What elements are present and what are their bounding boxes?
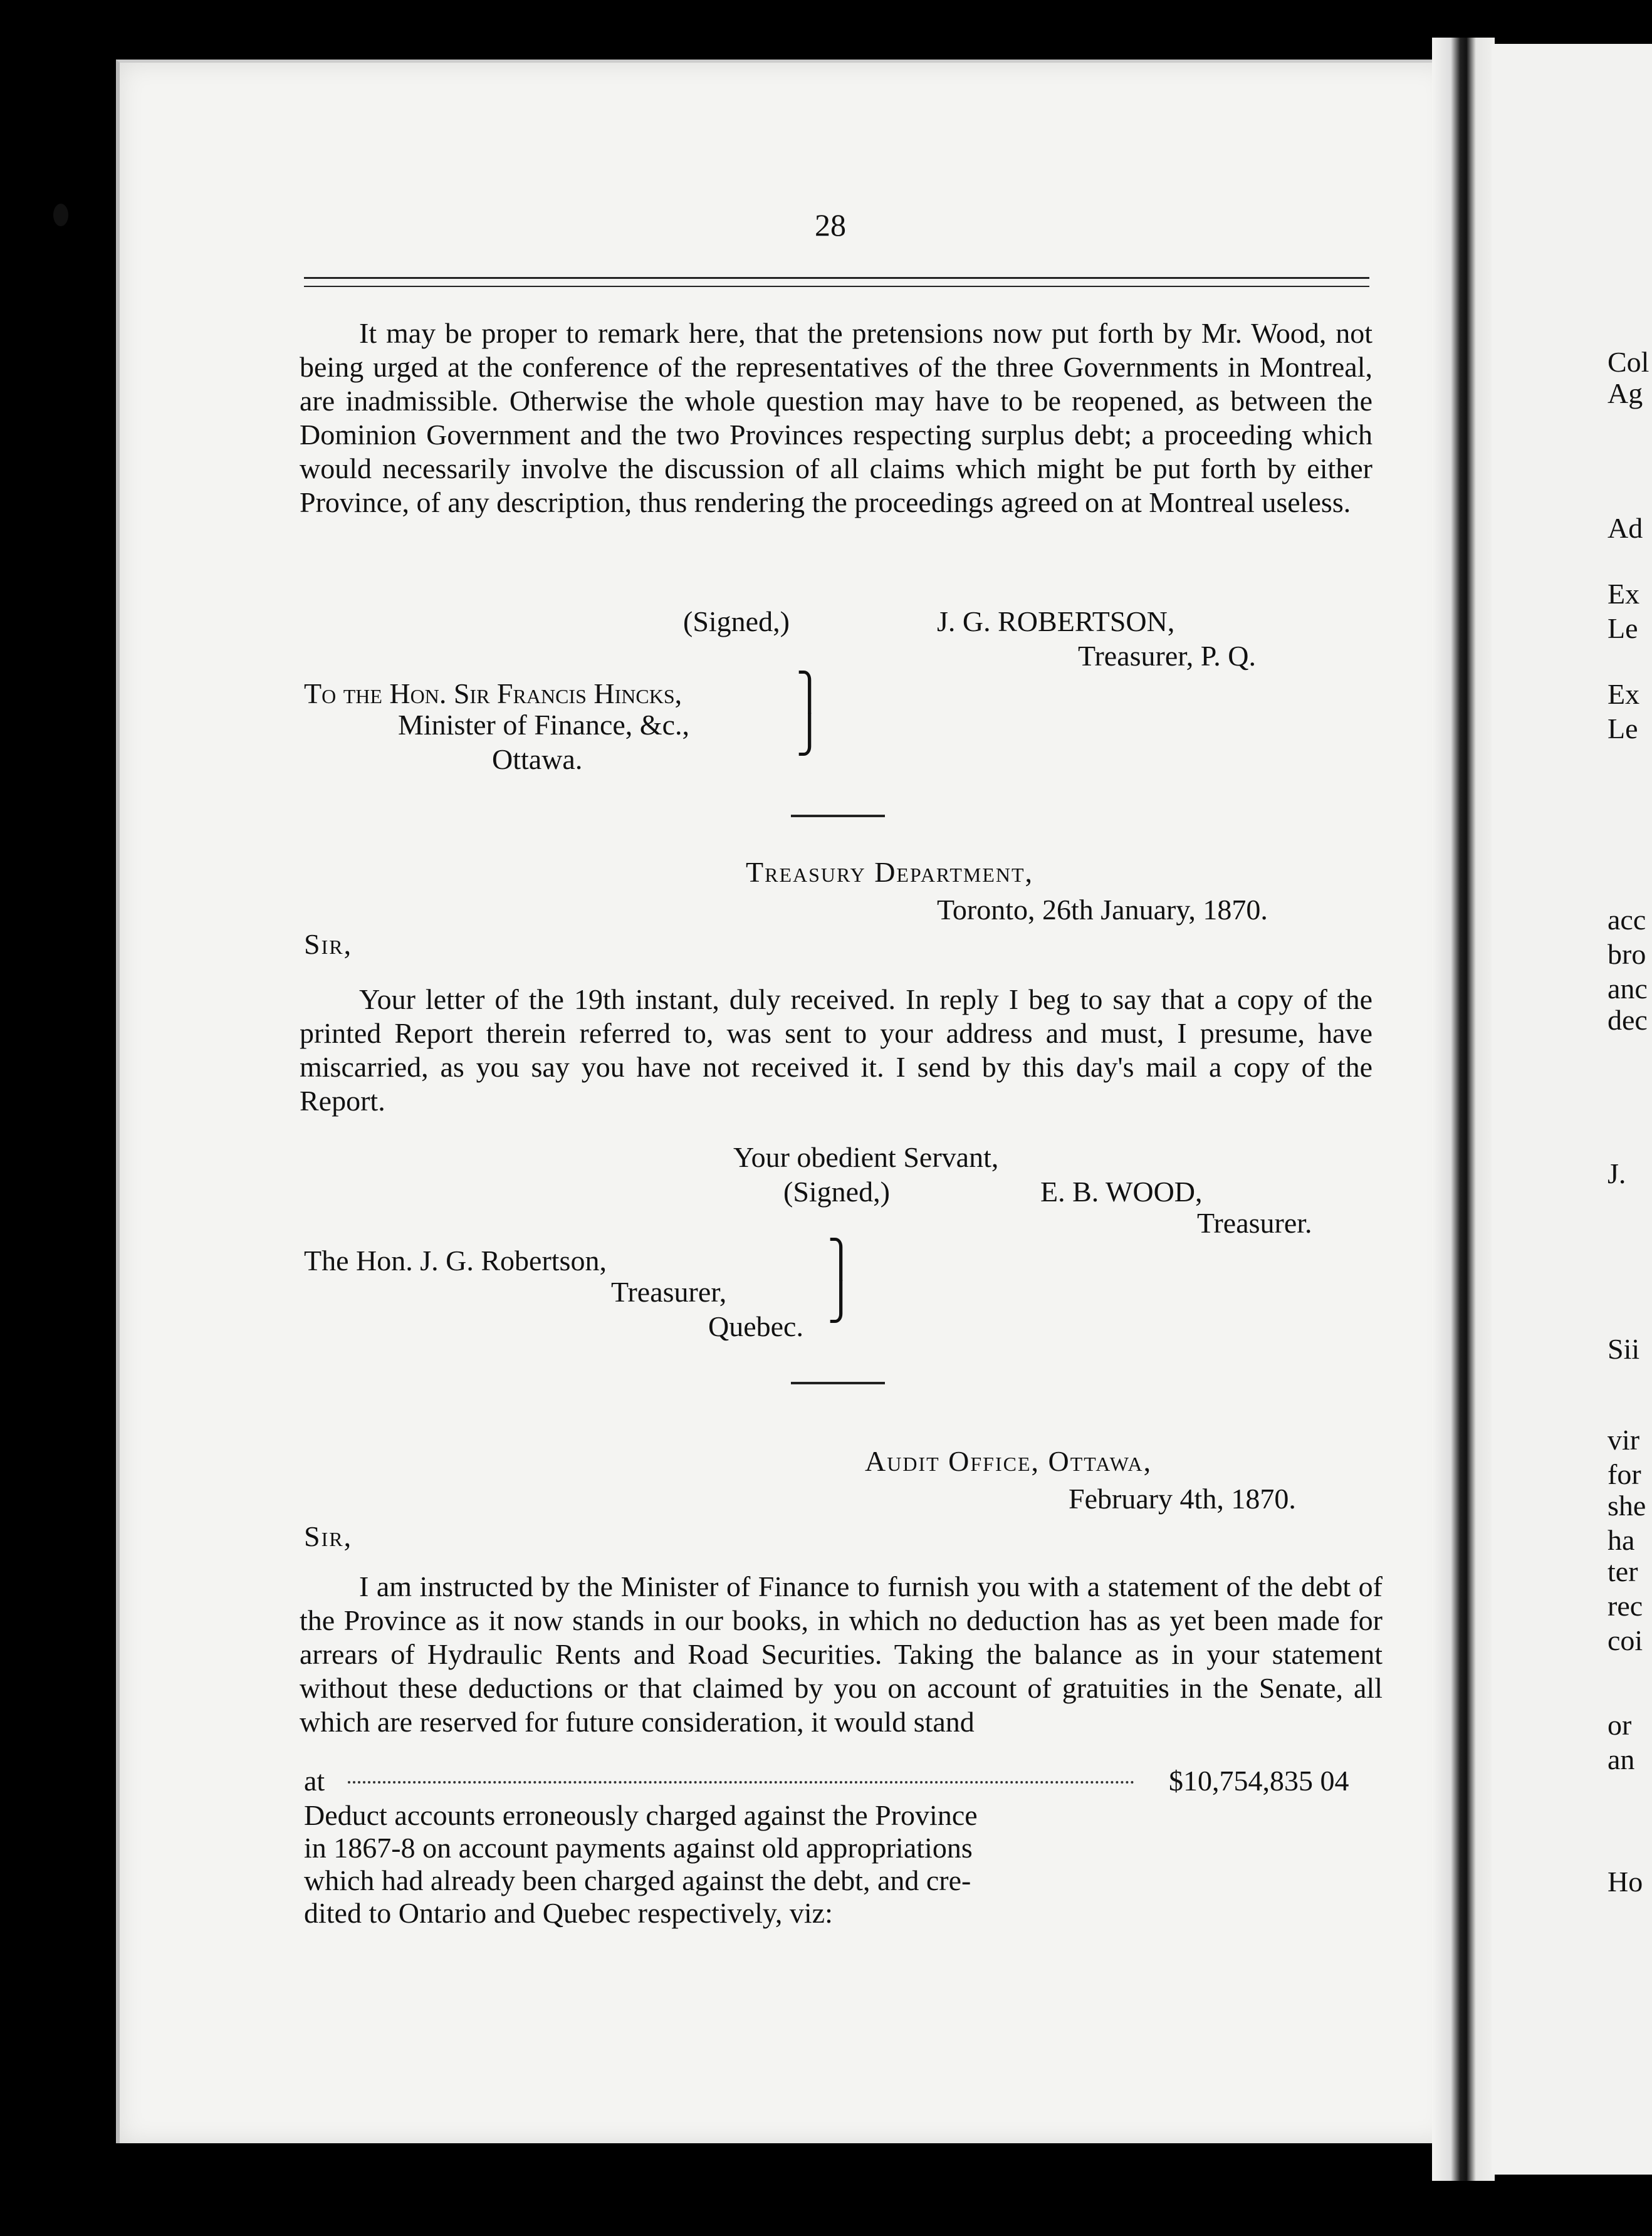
- facing-page-fragment: an: [1608, 1743, 1635, 1775]
- letter-heading: Audit Office, Ottawa,: [865, 1445, 1153, 1477]
- addressee-line-3: Ottawa.: [492, 743, 583, 775]
- facing-page-fragment: Ex: [1608, 678, 1640, 710]
- letter-heading: Treasury Department,: [746, 856, 1034, 888]
- facing-page-fragment: J.: [1608, 1157, 1626, 1189]
- facing-page-fragment: ter: [1608, 1555, 1638, 1587]
- intro-paragraph: It may be proper to remark here, that the pretensions now put forth by Mr. Wood, not being urged at the conference of the representatives of the three Governments in Montreal, are inadmissible. Otherwise the whole question may have to be reopened, as between the Dominion Government and the two Provinces respecting surplus debt; a proceeding which would necessarily involve the discussion of all claims which might be put forth by either Province, of any description, thus rendering the proceedings agreed on at Montreal useless.: [300, 317, 1372, 518]
- addressee-line-2: Treasurer,: [611, 1276, 727, 1308]
- at-label: at: [304, 1765, 325, 1797]
- salutation: Sir,: [304, 928, 353, 960]
- facing-page-fragment: she: [1608, 1490, 1646, 1522]
- signed-label: (Signed,): [683, 605, 790, 637]
- facing-page-fragment: acc: [1608, 904, 1646, 936]
- closing: Your obedient Servant,: [733, 1141, 999, 1173]
- addressee-brace: ⎫ ⎭: [796, 671, 823, 756]
- facing-page-fragment: anc: [1608, 973, 1648, 1005]
- deduct-line-1: Deduct accounts erroneously charged against the Province: [304, 1799, 978, 1831]
- letter-date: Toronto, 26th January, 1870.: [937, 894, 1268, 926]
- section-separator: [791, 1382, 885, 1384]
- page-number: 28: [815, 207, 846, 243]
- facing-page-fragment: Ad: [1608, 512, 1643, 544]
- facing-page-fragment: Sii: [1608, 1333, 1640, 1365]
- signer-name: E. B. WOOD,: [1040, 1176, 1203, 1208]
- scan-speck: [53, 204, 68, 226]
- letter-date: February 4th, 1870.: [1069, 1483, 1296, 1515]
- facing-page-fragment: rec: [1608, 1590, 1643, 1622]
- facing-page-fragment: Le: [1608, 713, 1638, 744]
- facing-page-fragment: ha: [1608, 1524, 1635, 1556]
- section-separator: [791, 815, 885, 817]
- addressee-line-2: Minister of Finance, &c.,: [398, 709, 690, 741]
- facing-page-fragment: for: [1608, 1458, 1641, 1490]
- facing-page-fragment: Le: [1608, 612, 1638, 644]
- deduct-line-2: in 1867-8 on account payments against old appropriations: [304, 1832, 973, 1864]
- leader-dots: [348, 1762, 1134, 1784]
- facing-page-fragment: vir: [1608, 1424, 1640, 1456]
- facing-page-fragment: Ex: [1608, 578, 1640, 610]
- letter-body: I am instructed by the Minister of Finance to furnish you with a statement of the debt of the Province as it now stands in our books, in which no deduction has as yet been made for arrears of Hydraulic Rents and Road Securities. Taking the balance as in your statement without these deductions or that claimed by you on account of gratuities in the Senate, all which are reserved for future consideration, it would stand: [300, 1570, 1383, 1738]
- facing-page-fragment: Col: [1608, 346, 1649, 378]
- facing-page-fragment: Ho: [1608, 1866, 1643, 1898]
- signer-title: Treasurer.: [1197, 1207, 1312, 1239]
- deduct-line-4: dited to Ontario and Quebec respectively, viz:: [304, 1897, 833, 1929]
- facing-page-fragment: Ag: [1608, 377, 1643, 409]
- salutation: Sir,: [304, 1520, 353, 1552]
- book-gutter: [1432, 38, 1495, 2181]
- addressee-line-1: To the Hon. Sir Francis Hincks,: [304, 677, 682, 709]
- debt-amount: $10,754,835 04: [1169, 1765, 1349, 1797]
- header-rule-secondary: [304, 286, 1369, 287]
- letter-body: Your letter of the 19th instant, duly received. In reply I beg to say that a copy of the printed Report therein referred to, was sent to your address and must, I presume, have miscarried, as you say you have not received it. I send by this day's mail a copy of the Report.: [300, 983, 1372, 1117]
- header-rule: [304, 277, 1369, 279]
- facing-page-fragment: coi: [1608, 1624, 1643, 1656]
- addressee-brace: ⎫ ⎭: [827, 1238, 855, 1323]
- addressee-line-3: Quebec.: [708, 1310, 803, 1342]
- deduct-line-3: which had already been charged against the debt, and cre-: [304, 1864, 971, 1896]
- addressee-line-1: The Hon. J. G. Robertson,: [304, 1245, 607, 1277]
- signed-label: (Signed,): [783, 1176, 890, 1208]
- signer-title: Treasurer, P. Q.: [1078, 640, 1256, 672]
- facing-page-fragment: or: [1608, 1709, 1632, 1741]
- facing-page-fragment: bro: [1608, 938, 1646, 970]
- signer-name: J. G. ROBERTSON,: [937, 605, 1175, 637]
- facing-page-fragment: dec: [1608, 1004, 1648, 1036]
